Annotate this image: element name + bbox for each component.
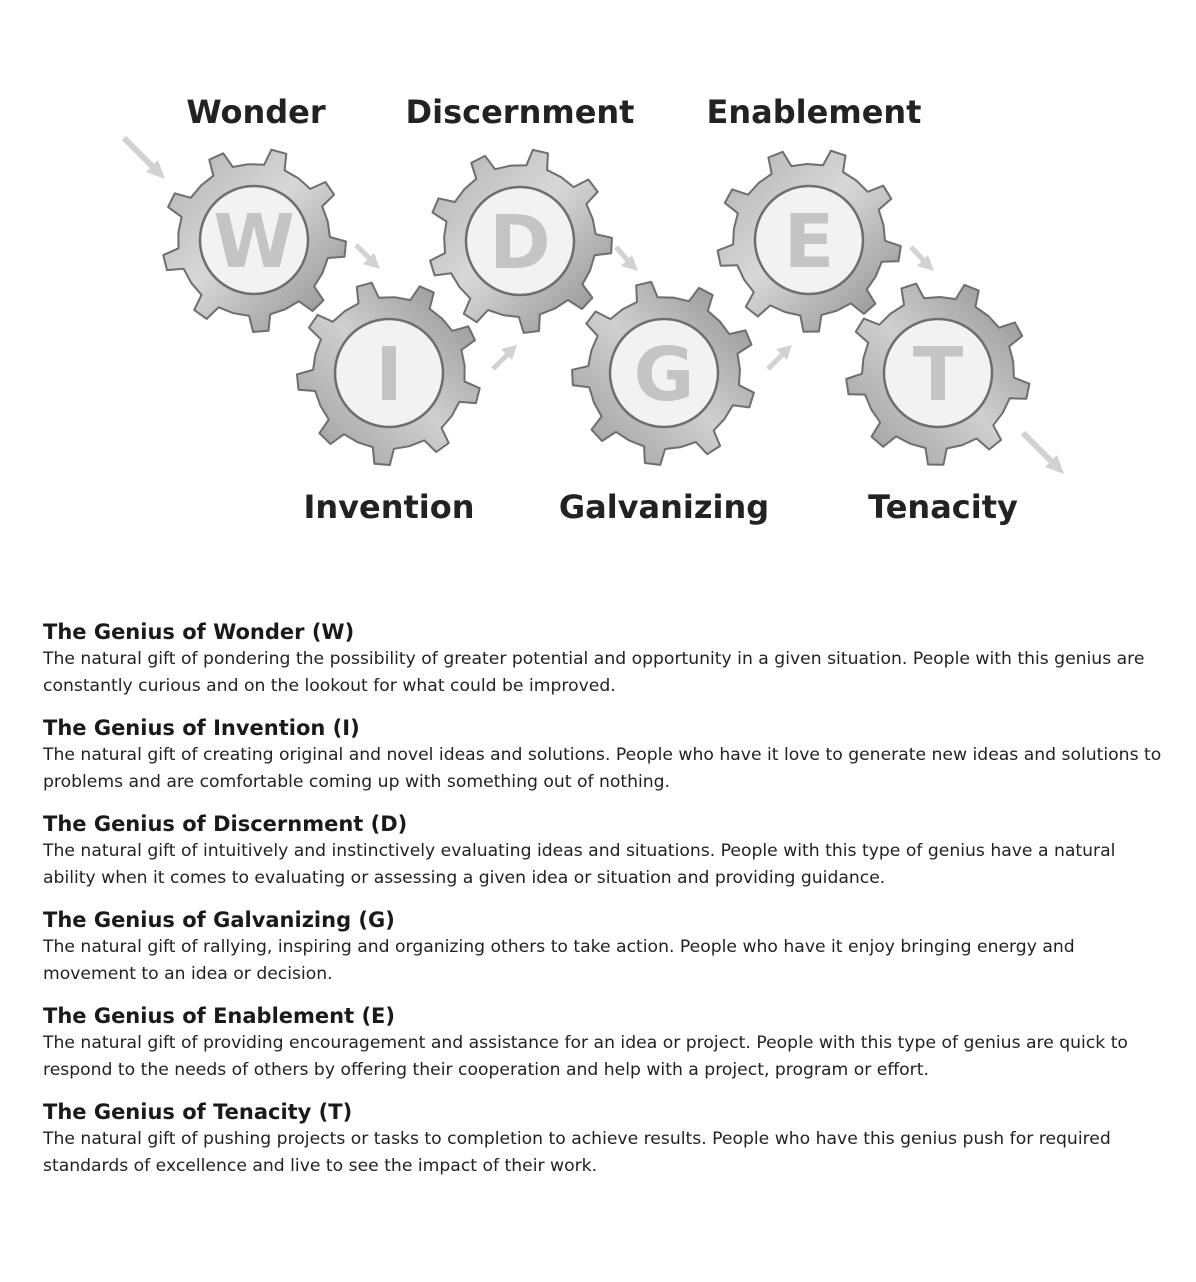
genius-description: The natural gift of providing encouragement and assistance for an idea or project. People with this type of genius are quick to respond to the needs of others by offering their cooperation and help with a project, program or effort. <box>43 1033 1128 1080</box>
gear-letter: D <box>489 200 551 286</box>
gear-letter: G <box>633 332 695 418</box>
gear-diagram-canvas <box>0 0 1196 580</box>
genius-item-galvanizing <box>43 906 1163 987</box>
genius-description: The natural gift of intuitively and instinctively evaluating ideas and situations. People with this type of genius have a natural ability when it comes to evaluating or assessing a given idea or situation and providing guidance. <box>43 841 1116 888</box>
genius-description: The natural gift of pushing projects or tasks to completion to achieve results. People who have this genius push for required standards of excellence and live to see the impact of their work. <box>43 1129 1111 1176</box>
genius-title: The Genius of Wonder (W) <box>43 620 355 644</box>
genius-item-wonder <box>43 618 1163 699</box>
genius-item-invention <box>43 714 1163 795</box>
gear-letter: W <box>213 199 295 285</box>
arrow-out-icon <box>1023 433 1054 464</box>
gear-enablement-icon <box>718 151 901 332</box>
genius-item-tenacity <box>43 1098 1163 1179</box>
gear-invention-icon <box>297 283 480 465</box>
gears <box>163 150 1029 465</box>
gear-label-discernment: Discernment <box>405 93 635 131</box>
gear-label-invention: Invention <box>303 488 475 526</box>
genius-item-discernment <box>43 810 1163 891</box>
gear-label-enablement: Enablement <box>706 93 922 131</box>
gear-letter: T <box>912 332 964 418</box>
genius-title: The Genius of Tenacity (T) <box>43 1100 353 1124</box>
arrow-i-d-icon <box>493 353 509 369</box>
gear-wonder-icon <box>163 150 346 332</box>
gear-discernment-icon <box>430 150 612 333</box>
gear-tenacity-icon <box>846 284 1029 465</box>
genius-description: The natural gift of creating original and novel ideas and solutions. People who have it love to generate new ideas and solutions to problems and are comfortable coming up with something out of nothing. <box>43 745 1162 792</box>
genius-title: The Genius of Discernment (D) <box>43 812 408 836</box>
arrow-in-icon <box>124 138 155 169</box>
gear-letter: E <box>783 199 835 285</box>
gear-label-wonder: Wonder <box>186 93 326 131</box>
genius-description: The natural gift of rallying, inspiring and organizing others to take action. People who have it enjoy bringing energy and movement to an idea or decision. <box>43 937 1075 984</box>
gear-label-tenacity: Tenacity <box>868 488 1018 526</box>
gear-letter: I <box>375 332 403 418</box>
gear-label-galvanizing: Galvanizing <box>558 488 770 526</box>
arrow-g-e-icon <box>768 353 784 369</box>
genius-description: The natural gift of pondering the possibility of greater potential and opportunity in a given situation. People with this genius are constantly curious and on the lookout for what could be improved. <box>43 649 1145 696</box>
genius-title: The Genius of Galvanizing (G) <box>43 908 395 932</box>
genius-title: The Genius of Invention (I) <box>43 716 360 740</box>
genius-title: The Genius of Enablement (E) <box>43 1004 395 1028</box>
genius-definitions <box>43 618 1163 1194</box>
gear-galvanizing-icon <box>572 282 754 465</box>
widget-gear-diagram <box>0 0 1196 580</box>
genius-item-enablement <box>43 1002 1163 1083</box>
